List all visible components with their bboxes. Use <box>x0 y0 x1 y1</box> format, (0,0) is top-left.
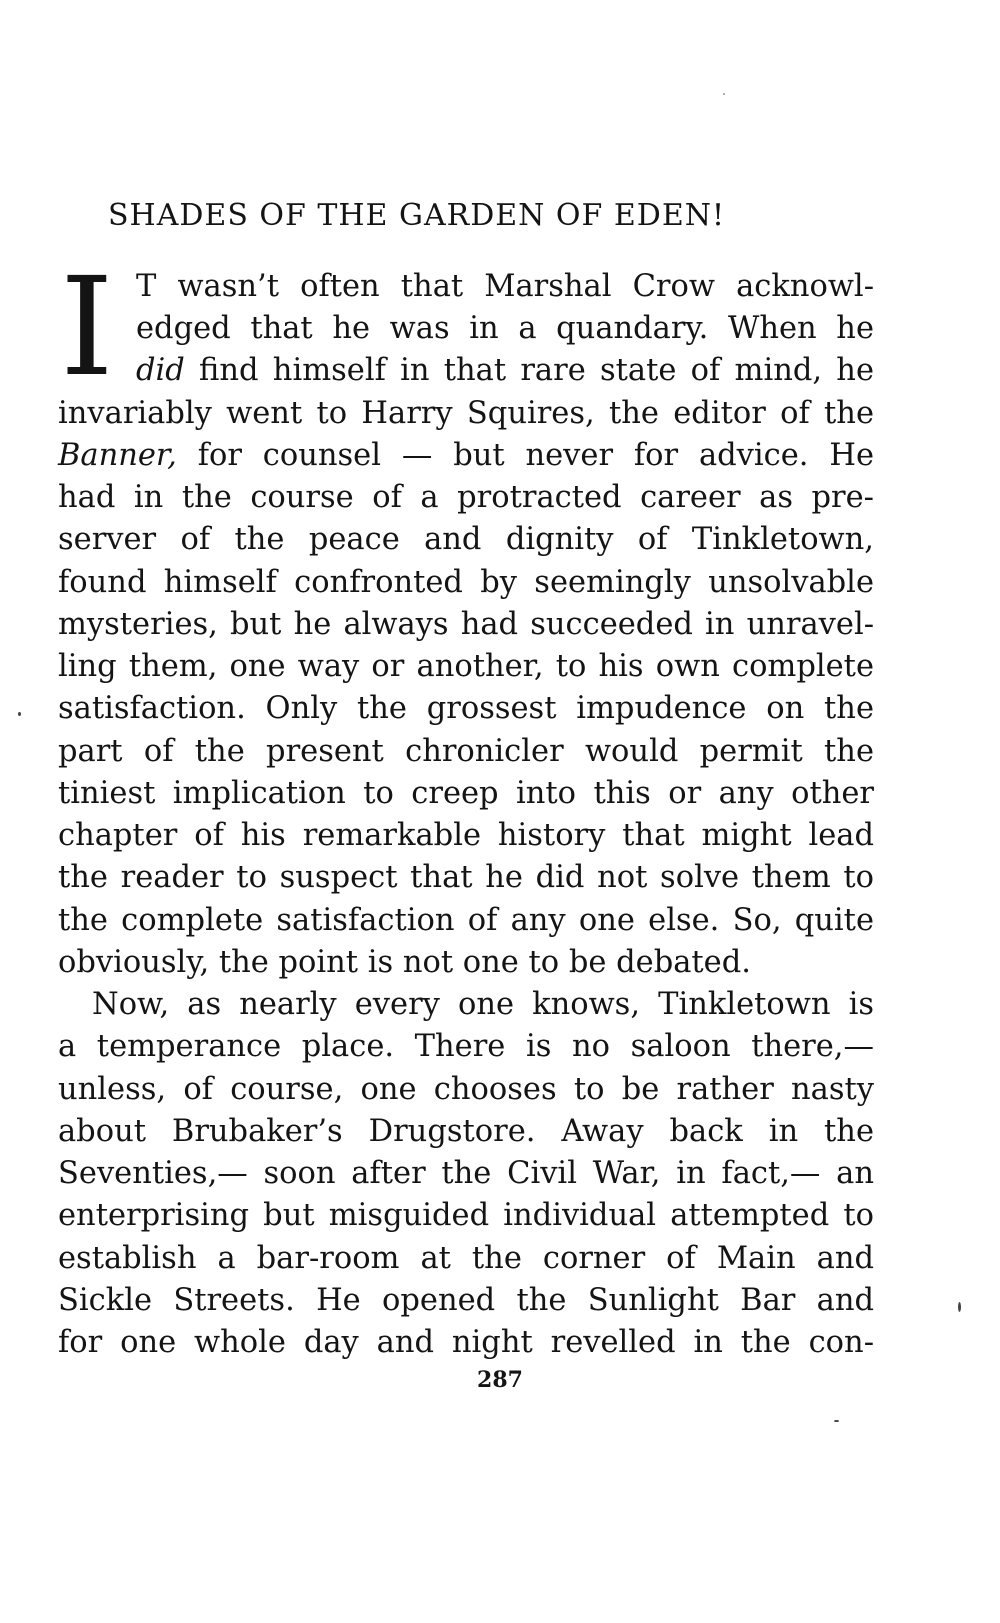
text-line: T wasn’t often that Marshal Crow acknowl- <box>136 269 874 304</box>
text-line: establish a bar-room at the corner of Main and <box>58 1241 874 1276</box>
text-line: invariably went to Harry Squires, the editor of the <box>58 396 874 431</box>
text-line: unless, of course, one chooses to be rather nasty <box>58 1072 874 1107</box>
scan-speck <box>18 712 21 716</box>
text-line: found himself confronted by seemingly unsolvable <box>58 565 874 600</box>
text-line: had in the course of a protracted career as pre- <box>58 480 874 515</box>
text-line: part of the present chronicler would permit the <box>58 734 874 769</box>
text-line: ling them, one way or another, to his own complete <box>58 649 874 684</box>
page-number: 287 <box>477 1367 523 1393</box>
italic-word: Banner, <box>58 438 177 473</box>
text-line: Sickle Streets. He opened the Sunlight Bar and <box>58 1283 874 1318</box>
text-line: Now, as nearly every one knows, Tinkletown is <box>92 987 874 1022</box>
text-line: the reader to suspect that he did not solve them to <box>58 860 874 895</box>
text-line: did find himself in that rare state of mind, he <box>136 353 874 388</box>
italic-word: did <box>136 353 185 388</box>
text-line: server of the peace and dignity of Tinkletown, <box>58 522 874 557</box>
text-line: for one whole day and night revelled in the con- <box>58 1325 874 1360</box>
text-line: the complete satisfaction of any one else. So, quite <box>58 903 874 938</box>
text-line: chapter of his remarkable history that might lead <box>58 818 874 853</box>
text-line: edged that he was in a quandary. When he <box>136 311 874 346</box>
chapter-heading: SHADES OF THE GARDEN OF EDEN! <box>108 198 726 233</box>
scan-speck <box>723 93 725 95</box>
text-line: obviously, the point is not one to be debated. <box>58 945 751 980</box>
text-line: tiniest implication to creep into this or any other <box>58 776 874 811</box>
text-line: a temperance place. There is no saloon there,— <box>58 1029 874 1064</box>
text-line: mysteries, but he always had succeeded in unravel- <box>58 607 874 642</box>
scan-speck <box>834 1420 839 1422</box>
text-line: Banner, for counsel — but never for advice. He <box>58 438 874 473</box>
text-line: satisfaction. Only the grossest impudence on the <box>58 691 874 726</box>
scan-speck <box>958 1302 961 1312</box>
text-line: Seventies,— soon after the Civil War, in fact,— an <box>58 1156 874 1191</box>
text-line: enterprising but misguided individual attempted to <box>58 1198 874 1233</box>
drop-cap: I <box>60 249 114 407</box>
text-line: about Brubaker’s Drugstore. Away back in the <box>58 1114 874 1149</box>
